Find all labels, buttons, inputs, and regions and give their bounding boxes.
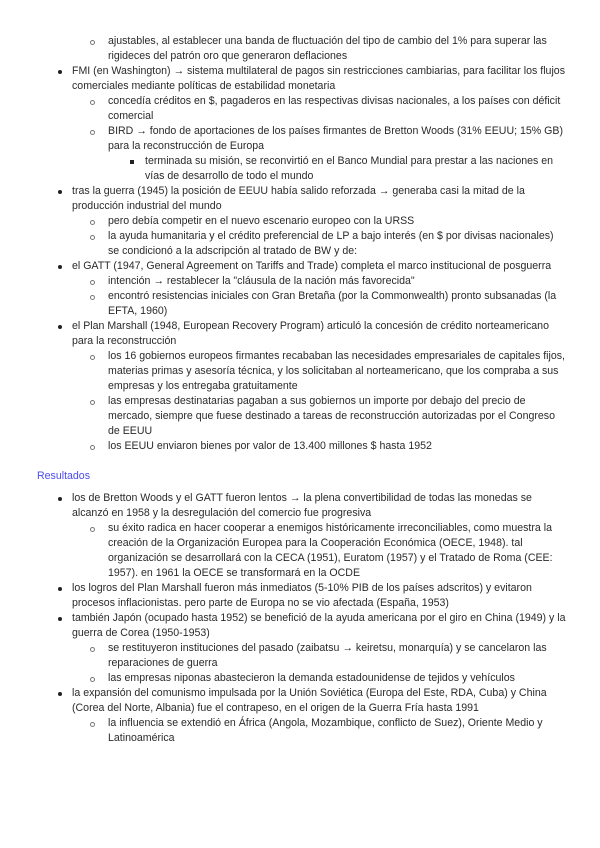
list-item-level-1 xyxy=(0,581,566,611)
list-item-level-2 xyxy=(0,394,566,439)
list-item-level-1 xyxy=(0,184,566,214)
list-item-level-1 xyxy=(0,491,566,521)
list-item-level-3 xyxy=(0,154,566,184)
list-item-text: ajustables, al establecer una banda de fluctuación del tipo de cambio del 1% para superar las rigideces del patrón oro que generaron deflaciones xyxy=(108,35,547,62)
list-item-level-2 xyxy=(0,34,566,64)
list-item-text: su éxito radica en hacer cooperar a enemigos históricamente irreconciliables, como muestra la creación de la Organización Europea para la Cooperación Económica (OECE, 1948). tal organización se desarrollará con la CECA (1951), Euratom (1957) y el Tratado de Roma (CEE: 1957). en 1961 la OECE se transformará en la OCDE xyxy=(108,522,553,579)
list-item-text: los EEUU enviaron bienes por valor de 13.400 millones $ hasta 1952 xyxy=(108,440,432,452)
list-item-level-2 xyxy=(0,671,566,686)
list-item-level-2 xyxy=(0,94,566,124)
list-item-text: los 16 gobiernos europeos firmantes recababan las necesidades empresariales de capitales fijos, materias primas y asesoría técnica, y los solicitaban al norteamericano, que los compraba a sus empresas y los entregaba gratuitamente xyxy=(108,350,565,392)
list-item-text: también Japón (ocupado hasta 1952) se benefició de la ayuda americana por el giro en China (1949) y la guerra de Corea (1950-1953) xyxy=(72,612,566,639)
list-item-level-1 xyxy=(0,64,566,94)
list-item-text: la influencia se extendió en África (Angola, Mozambique, conflicto de Suez), Oriente Medio y Latinoamérica xyxy=(108,717,543,744)
list-item-level-2 xyxy=(0,274,566,289)
list-item-text: la expansión del comunismo impulsada por la Unión Soviética (Europa del Este, RDA, Cuba) y China (Corea del Norte, Albania) fue el contrapeso, en el origen de la Guerra Fría hasta 1991 xyxy=(72,687,547,714)
list-item-level-1 xyxy=(0,611,566,641)
document-body xyxy=(0,34,600,746)
list-item-level-2 xyxy=(0,716,566,746)
list-item-text: BIRD → fondo de aportaciones de los países firmantes de Bretton Woods (31% EEUU; 15% GB) para la reconstrucción de Europa xyxy=(108,125,563,152)
list-item-text: las empresas destinatarias pagaban a sus gobiernos un importe por debajo del precio de mercado, siempre que fuese destinado a tareas de reconstrucción autorizadas por el Congreso de EEUU xyxy=(108,395,555,437)
list-item-text: intención → restablecer la "cláusula de la nación más favorecida" xyxy=(108,275,415,287)
list-item-level-1 xyxy=(0,259,566,274)
section-heading: Resultados xyxy=(37,470,90,482)
list-item-text: FMI (en Washington) → sistema multilateral de pagos sin restricciones cambiarias, para facilitar los flujos comerciales mediante políticas de estabilidad monetaria xyxy=(72,65,565,92)
list-item-text: pero debía competir en el nuevo escenario europeo con la URSS xyxy=(108,215,415,227)
list-item-text: el GATT (1947, General Agreement on Tariffs and Trade) completa el marco institucional de posguerra xyxy=(72,260,552,272)
list-item-level-2 xyxy=(0,229,566,259)
list-item-level-2 xyxy=(0,214,566,229)
list-item-text: se restituyeron instituciones del pasado (zaibatsu → keiretsu, monarquía) y se cancelaron las reparaciones de guerra xyxy=(108,642,547,669)
list-item-text: terminada su misión, se reconvirtió en el Banco Mundial para prestar a las naciones en vías de desarrollo de todo el mundo xyxy=(145,155,554,182)
list-item-text: las empresas niponas abastecieron la demanda estadounidense de tejidos y vehículos xyxy=(108,672,515,684)
list-item-text: el Plan Marshall (1948, European Recovery Program) articuló la concesión de crédito norteamericano para la reconstrucción xyxy=(72,320,549,347)
list-item-level-2 xyxy=(0,521,566,581)
list-item-level-2 xyxy=(0,289,566,319)
list-item-text: concedía créditos en $, pagaderos en las respectivas divisas nacionales, a los países con déficit comercial xyxy=(108,95,561,122)
list-item-level-1 xyxy=(0,686,566,716)
list-item-level-2 xyxy=(0,124,566,154)
list-item-text: los logros del Plan Marshall fueron más inmediatos (5-10% PIB de los países adscritos) y evitaron procesos inflacionistas. pero parte de Europa no se vio afectada (España, 1953) xyxy=(72,582,532,609)
list-item-text: los de Bretton Woods y el GATT fueron lentos → la plena convertibilidad de todas las monedas se alcanzó en 1958 y la desregulación del comercio fue progresiva xyxy=(72,492,532,519)
list-item-level-1 xyxy=(0,319,566,349)
list-item-text: tras la guerra (1945) la posición de EEUU había salido reforzada → generaba casi la mitad de la producción industrial del mundo xyxy=(72,185,525,212)
list-item-level-2 xyxy=(0,641,566,671)
list-item-level-2 xyxy=(0,349,566,394)
list-item-text: la ayuda humanitaria y el crédito preferencial de LP a bajo interés (en $ por divisas nacionales) se condicionó a la adscripción al tratado de BW y de: xyxy=(108,230,554,257)
list-item-level-2 xyxy=(0,439,566,454)
list-item-text: encontró resistencias iniciales con Gran Bretaña (por la Commonwealth) pronto subsanadas (la EFTA, 1960) xyxy=(108,290,557,317)
